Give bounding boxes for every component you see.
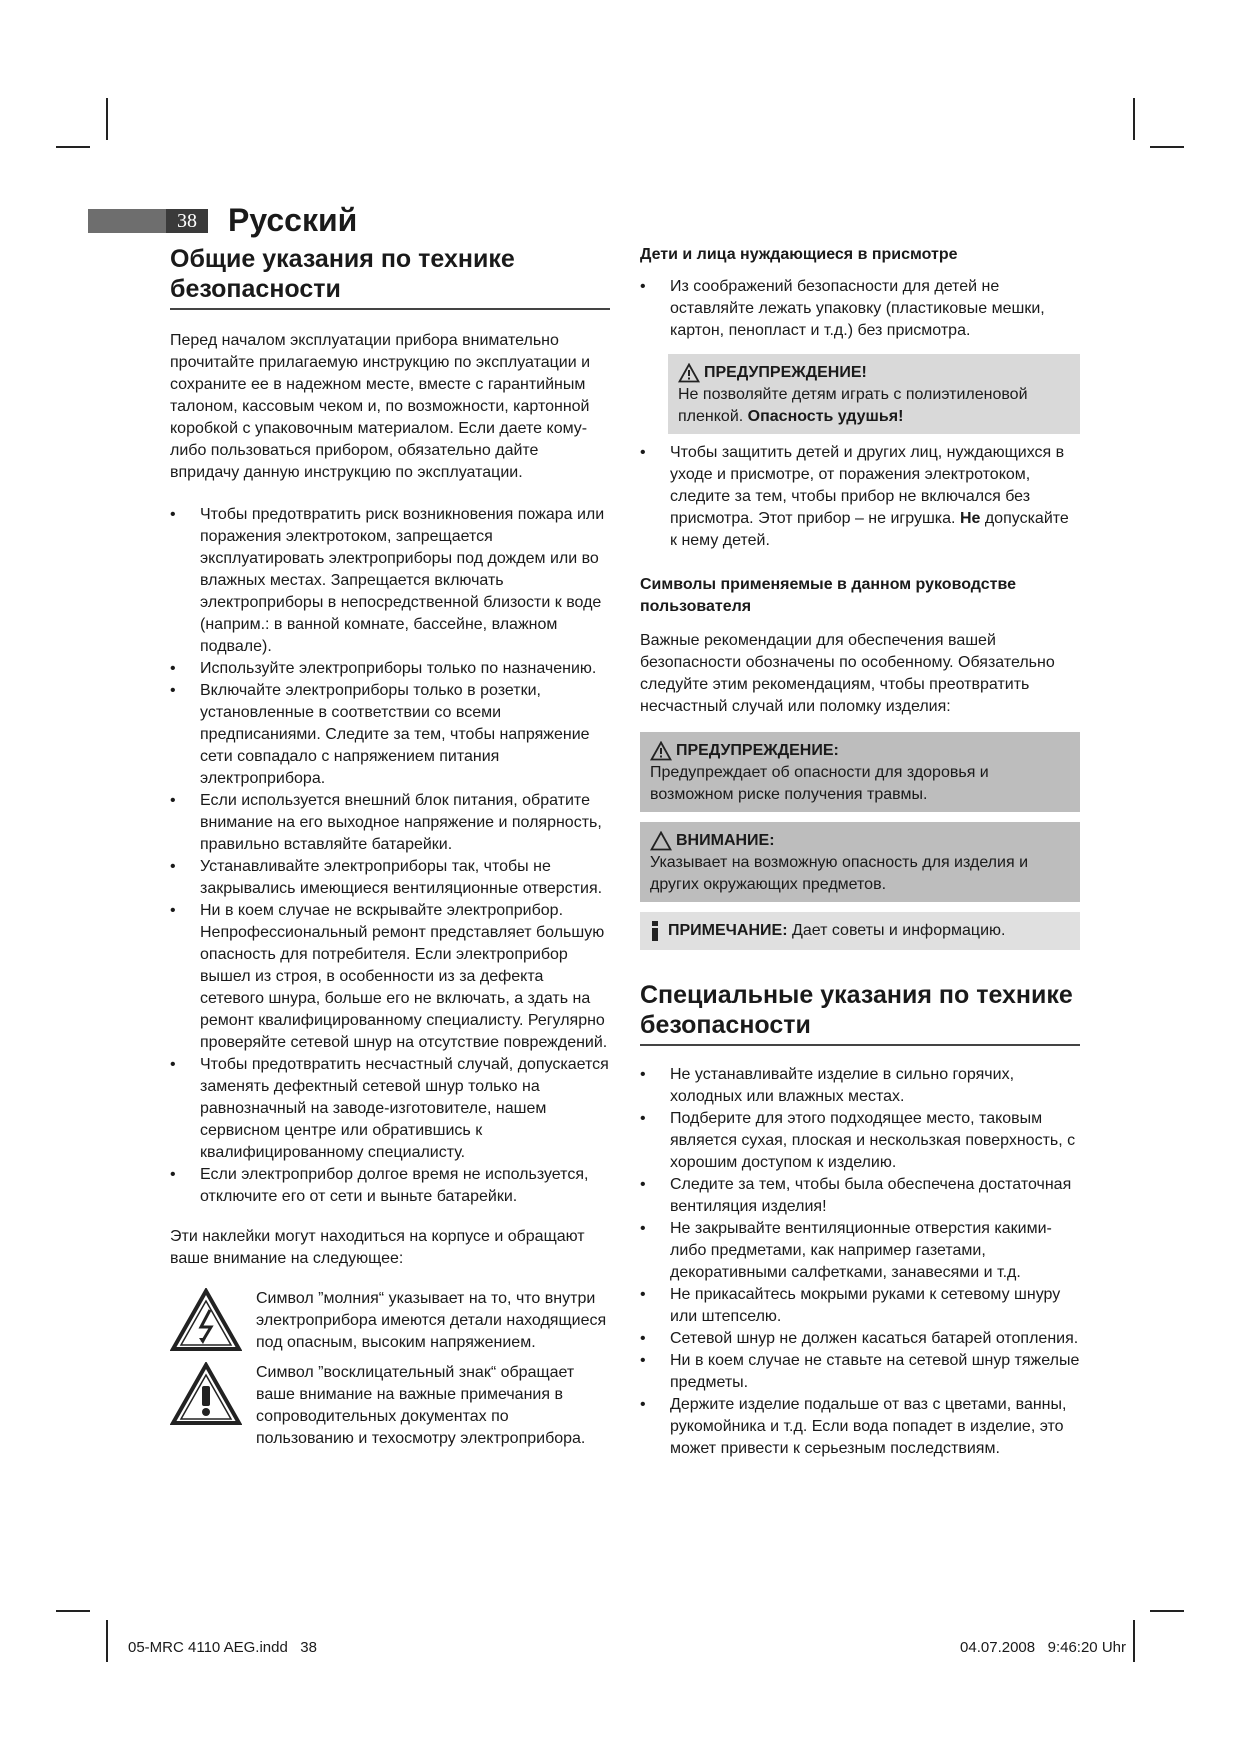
symbol-row bbox=[170, 1362, 610, 1450]
warning-triangle-icon bbox=[650, 741, 672, 761]
list-item: • Не закрывайте вентиляционные отверстия какими-либо предметами, как например газетами, декоративными салфетками, занавесями и т.д. bbox=[640, 1218, 1080, 1284]
list-item: • Не устанавливайте изделие в сильно горячих, холодных или влажных местах. bbox=[640, 1064, 1080, 1108]
list-item bbox=[640, 442, 1080, 552]
list-item: • Чтобы предотвратить несчастный случай, допускается заменять дефектный сетевой шнур только на равнозначный на заводе-изготовителе, нашем сервисном центре или обратившись к квалифицированному специалисту. bbox=[170, 1054, 610, 1164]
list-item: • Включайте электроприборы только в розетки, установленные в соответствии со всеми предписаниями. Следите за тем, чтобы напряжение сети совпадало с напряжением питания электроприбора. bbox=[170, 680, 610, 790]
crop-mark bbox=[1150, 1610, 1184, 1612]
warning-text bbox=[678, 384, 1070, 428]
info-icon bbox=[650, 921, 660, 941]
special-safety-heading: Специальные указания по технике безопасности bbox=[640, 980, 1080, 1046]
lightning-symbol-text: Символ ”молния“ указывает на то, что внутри электроприбора имеются детали находящиеся под опасным, высоким напряжением. bbox=[256, 1290, 607, 1351]
warning-box-children bbox=[668, 354, 1080, 434]
crop-mark bbox=[1133, 98, 1135, 140]
warning-text: Предупреждает об опасности для здоровья и возможном риске получения травмы. bbox=[650, 764, 989, 803]
caution-text: Указывает на возможную опасность для изделия и других окружающих предметов. bbox=[650, 854, 1028, 893]
special-bullet-list bbox=[640, 1064, 1080, 1460]
page-number-bar bbox=[88, 209, 166, 233]
list-item: • Не прикасайтесь мокрыми руками к сетевому шнуру или штепселю. bbox=[640, 1284, 1080, 1328]
list-item: • Следите за тем, чтобы была обеспечена достаточная вентиляция изделия! bbox=[640, 1174, 1080, 1218]
caution-box bbox=[640, 822, 1080, 902]
exclamation-warning-icon bbox=[170, 1362, 242, 1426]
list-item: • Держите изделие подальше от ваз с цветами, ванны, рукомойника и т.д. Если вода попадет в изделие, это может привести к серьезным последствиям. bbox=[640, 1394, 1080, 1460]
warning-heading bbox=[650, 740, 1070, 762]
caution-title: ВНИМАНИЕ: bbox=[676, 832, 775, 849]
bullet-text-end: допускайте к нему детей. bbox=[670, 510, 1069, 549]
footer-filename: 05-MRC 4110 AEG.indd 38 bbox=[128, 1639, 317, 1656]
exclamation-symbol-text: Символ ”восклицательный знак“ обращает ваше внимание на важные примечания в сопроводительных документах по пользованию и техосмотру электроприбора. bbox=[256, 1364, 586, 1447]
bullet-emphasis: Не bbox=[959, 510, 981, 527]
warning-body: Не позволяйте детям играть с полиэтиленовой пленкой. bbox=[678, 386, 1028, 425]
list-item: • Сетевой шнур не должен касаться батарей отопления. bbox=[640, 1328, 1080, 1350]
note-title: ПРИМЕЧАНИЕ: bbox=[668, 922, 788, 939]
warning-triangle-icon bbox=[678, 363, 700, 383]
crop-mark bbox=[1150, 146, 1184, 148]
caution-triangle-icon bbox=[650, 831, 672, 851]
crop-mark bbox=[1133, 1620, 1135, 1662]
note-box bbox=[640, 912, 1080, 950]
lightning-warning-icon bbox=[170, 1288, 242, 1352]
list-item: • Чтобы предотвратить риск возникновения пожара или поражения электротоком, запрещается эксплуатировать электроприборы под дождем или во влажных местах. Запрещается включать электроприборы в непосредственной близости к воде (наприм.: в ванной комнате, бассейне, влажном подвале). bbox=[170, 504, 610, 658]
list-item: • Используйте электроприборы только по назначению. bbox=[170, 658, 610, 680]
warning-emphasis: Опасность удушья! bbox=[747, 408, 904, 425]
symbols-intro: Важные рекомендации для обеспечения вашей безопасности обозначены по особенному. Обязательно следуйте этим рекомендациям, чтобы преотвратить несчастный случай или поломку изделия: bbox=[640, 632, 1055, 715]
children-bullet-list-2 bbox=[640, 442, 1080, 552]
symbols-heading: Символы применяемые в данном руководстве пользователя bbox=[640, 576, 1016, 615]
list-item: • Ни в коем случае не вскрывайте электроприбор. Непрофессиональный ремонт представляет большую опасность для потребителя. Если электроприбор вышел из строя, в особенности из за дефекта сетевого шнура, больше его не включать, а здать на ремонт квалифицированному специалисту. Регулярно проверяйте сетевой шнур на отсутствие повреждений. bbox=[170, 900, 610, 1054]
children-heading: Дети и лица нуждающиеся в присмотре bbox=[640, 246, 958, 263]
warning-title: ПРЕДУПРЕЖДЕНИЕ! bbox=[704, 364, 867, 381]
crop-mark bbox=[106, 98, 108, 140]
warning-title: ПРЕДУПРЕЖДЕНИЕ: bbox=[676, 742, 839, 759]
list-item: • Ни в коем случае не ставьте на сетевой шнур тяжелые предметы. bbox=[640, 1350, 1080, 1394]
warning-box-definition bbox=[640, 732, 1080, 812]
warning-heading bbox=[678, 362, 1070, 384]
language-title: Русский bbox=[228, 202, 358, 238]
list-item: • Из соображений безопасности для детей не оставляйте лежать упаковку (пластиковые мешки, картон, пенопласт и т.д.) без присмотра. bbox=[640, 276, 1080, 342]
crop-mark bbox=[56, 146, 90, 148]
intro-paragraph: Перед началом эксплуатации прибора внимательно прочитайте прилагаемую инструкцию по эксплуатации и сохраните ее в надежном месте, вместе с гарантийным талоном, кассовым чеком и, по возможности, картонной коробкой с упаковочным материалом. Если даете кому-либо пользоваться прибором, обязательно дайте впридачу данную инструкцию по эксплуатации. bbox=[170, 332, 591, 481]
page-number: 38 bbox=[166, 209, 208, 233]
list-item: • Устанавливайте электроприборы так, чтобы не закрывались имеющиеся вентиляционные отверстия. bbox=[170, 856, 610, 900]
stickers-intro: Эти наклейки могут находиться на корпусе и обращают ваше внимание на следующее: bbox=[170, 1228, 585, 1267]
crop-mark bbox=[56, 1610, 90, 1612]
crop-mark bbox=[106, 1620, 108, 1662]
general-safety-heading: Общие указания по технике безопасности bbox=[170, 244, 610, 310]
note-text: Дает советы и информацию. bbox=[791, 922, 1006, 939]
safety-bullet-list bbox=[170, 504, 610, 1208]
footer-timestamp: 04.07.2008 9:46:20 Uhr bbox=[960, 1639, 1126, 1656]
list-item: • Подберите для этого подходящее место, таковым является сухая, плоская и нескользкая поверхность, с хорошим доступом к изделию. bbox=[640, 1108, 1080, 1174]
caution-heading bbox=[650, 830, 1070, 852]
children-bullet-list bbox=[640, 276, 1080, 342]
list-item: • Если используется внешний блок питания, обратите внимание на его выходное напряжение и полярность, правильно вставляйте батарейки. bbox=[170, 790, 610, 856]
bullet-text: Чтобы защитить детей и других лиц, нуждающихся в уходе и присмотре, от поражения электротоком, следите за тем, чтобы прибор не включался без присмотра. Этот прибор – не игрушка. bbox=[670, 444, 1065, 527]
list-item: • Если электроприбор долгое время не используется, отключите его от сети и выньте батарейки. bbox=[170, 1164, 610, 1208]
left-column bbox=[170, 244, 610, 1450]
symbol-row bbox=[170, 1288, 610, 1354]
right-column bbox=[640, 244, 1080, 1460]
